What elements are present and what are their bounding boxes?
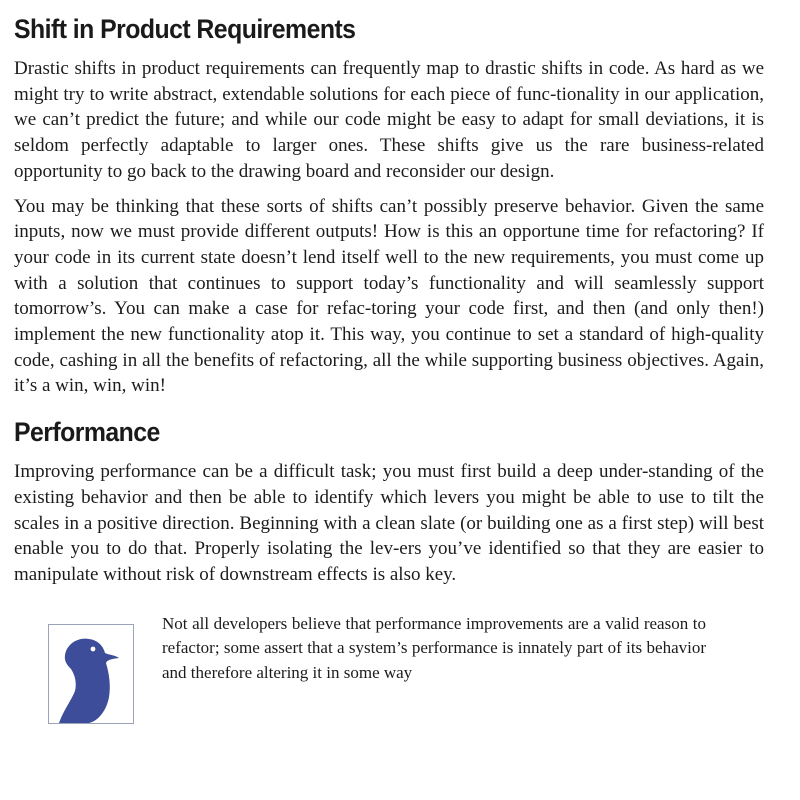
section-heading-shift-in-product-requirements: Shift in Product Requirements xyxy=(14,14,356,44)
paragraph: Improving performance can be a difficult task; you must first build a deep under-standing of the existing behavior and then be able to identify which levers you might be able to use to tilt the scales in a positive direction. Beginning with a clean slate (or building one as a first step) will best enable you to do that. Properly isolating the lev-ers you’ve identified so that they are easier to manipulate without risk of downstream effects is also key. xyxy=(14,461,764,585)
crow-note-icon xyxy=(48,624,134,724)
note-box xyxy=(14,612,764,722)
paragraph: Drastic shifts in product requirements can frequently map to drastic shifts in code. As hard as we might try to write abstract, extendable solutions for each piece of func-tionality in our application, we can’t predict the future; and while our code might be easy to adapt for small deviations, it is seldom perfectly adaptable to larger ones. These shifts give us the rare business-related opportunity to go back to the drawing board and reconsider our design. xyxy=(14,58,764,182)
section-heading-performance: Performance xyxy=(14,417,160,448)
paragraph: You may be thinking that these sorts of shifts can’t possibly preserve behavior. Given the same inputs, now we must provide different outputs! How is this an opportune time for refactoring? If your code in its current state doesn’t lend itself well to the new requirements, you must come up with a solution that continues to support today’s functionality and will seamlessly support tomorrow’s. You can make a case for refac-toring your code first, and then (and only then!) implement the new functionality atop it. This way, you continue to set a standard of high-quality code, cashing in all the benefits of refactoring, all the while supporting business objectives. Again, it’s a win, win, win! xyxy=(14,195,764,397)
note-text: Not all developers believe that performance improvements are a valid reason to refactor; some assert that a system’s performance is innately part of its behavior and therefore altering it in some way xyxy=(162,613,706,682)
